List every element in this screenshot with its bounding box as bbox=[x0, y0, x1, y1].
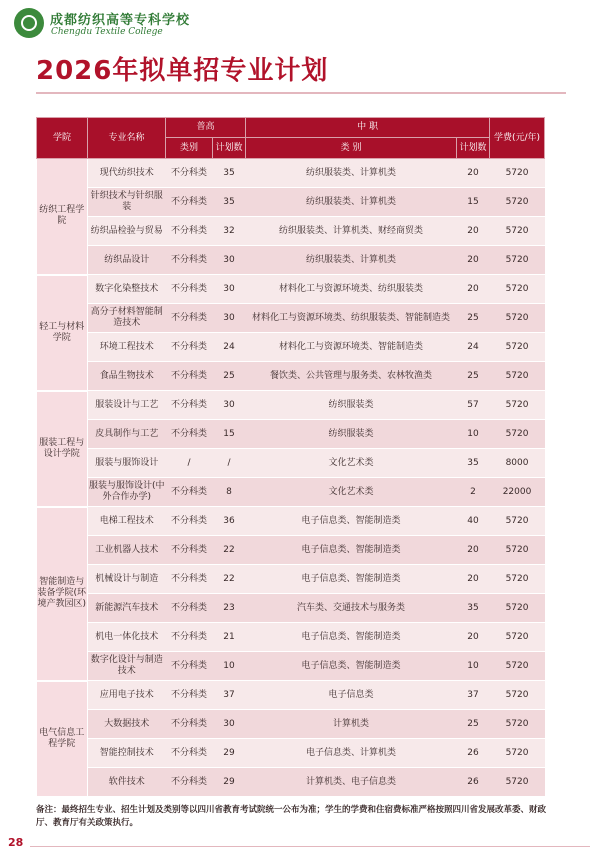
fee-cell: 5720 bbox=[490, 362, 545, 391]
header-general-plan: 计划数 bbox=[213, 138, 246, 159]
vocational-category-cell: 计算机类 bbox=[246, 710, 457, 739]
general-category-cell: 不分科类 bbox=[166, 681, 213, 710]
general-category-cell: / bbox=[166, 449, 213, 478]
major-cell: 数字化设计与制造技术 bbox=[88, 652, 166, 681]
vocational-plan-cell: 10 bbox=[457, 652, 490, 681]
header-vocational: 中 职 bbox=[246, 118, 490, 138]
fee-cell: 5720 bbox=[490, 536, 545, 565]
vocational-plan-cell: 26 bbox=[457, 768, 490, 797]
footnote: 备注：最终招生专业、招生计划及类别等以四川省教育考试院统一公布为准；学生的学费和住宿费标准严格按照四川省发展改革委、财政厅、教育厅有关政策执行。 bbox=[36, 805, 547, 828]
vocational-plan-cell: 20 bbox=[457, 159, 490, 188]
page-number: 28 bbox=[8, 836, 24, 849]
vocational-plan-cell: 35 bbox=[457, 594, 490, 623]
header-college: 学院 bbox=[37, 118, 88, 159]
header-vocational-plan: 计划数 bbox=[457, 138, 490, 159]
general-plan-cell: 15 bbox=[213, 420, 246, 449]
general-category-cell: 不分科类 bbox=[166, 217, 213, 246]
vocational-plan-cell: 35 bbox=[457, 449, 490, 478]
vocational-category-cell: 纺织服装类、计算机类 bbox=[246, 188, 457, 217]
general-plan-cell: 8 bbox=[213, 478, 246, 507]
general-category-cell: 不分科类 bbox=[166, 739, 213, 768]
table-row bbox=[37, 159, 545, 188]
vocational-category-cell: 纺织服装类 bbox=[246, 391, 457, 420]
general-category-cell: 不分科类 bbox=[166, 565, 213, 594]
vocational-plan-cell: 2 bbox=[457, 478, 490, 507]
vocational-plan-cell: 20 bbox=[457, 623, 490, 652]
vocational-category-cell: 计算机类、电子信息类 bbox=[246, 768, 457, 797]
fee-cell: 5720 bbox=[490, 275, 545, 304]
table-row bbox=[37, 768, 545, 797]
vocational-plan-cell: 37 bbox=[457, 681, 490, 710]
college-cell: 纺织工程学院 bbox=[37, 159, 88, 275]
table-row bbox=[37, 594, 545, 623]
fee-cell: 5720 bbox=[490, 768, 545, 797]
college-cell: 轻工与材料学院 bbox=[37, 275, 88, 391]
school-name-cn: 成都纺织高等专科学校 bbox=[50, 13, 191, 28]
general-category-cell: 不分科类 bbox=[166, 246, 213, 275]
general-plan-cell: 36 bbox=[213, 507, 246, 536]
major-cell: 针织技术与针织服装 bbox=[88, 188, 166, 217]
table-body bbox=[37, 159, 545, 797]
table-row bbox=[37, 507, 545, 536]
major-cell: 纺织品设计 bbox=[88, 246, 166, 275]
general-plan-cell: 23 bbox=[213, 594, 246, 623]
vocational-category-cell: 电子信息类、智能制造类 bbox=[246, 623, 457, 652]
footer-divider bbox=[30, 846, 590, 847]
general-plan-cell: 29 bbox=[213, 768, 246, 797]
major-cell: 大数据技术 bbox=[88, 710, 166, 739]
vocational-plan-cell: 20 bbox=[457, 246, 490, 275]
page-header bbox=[14, 6, 594, 44]
major-cell: 环境工程技术 bbox=[88, 333, 166, 362]
table-row bbox=[37, 246, 545, 275]
general-category-cell: 不分科类 bbox=[166, 188, 213, 217]
general-plan-cell: 30 bbox=[213, 304, 246, 333]
fee-cell: 5720 bbox=[490, 217, 545, 246]
vocational-plan-cell: 25 bbox=[457, 362, 490, 391]
general-category-cell: 不分科类 bbox=[166, 710, 213, 739]
general-plan-cell: 30 bbox=[213, 391, 246, 420]
vocational-category-cell: 材料化工与资源环境类、纺织服装类 bbox=[246, 275, 457, 304]
fee-cell: 5720 bbox=[490, 391, 545, 420]
major-cell: 机械设计与制造 bbox=[88, 565, 166, 594]
header-major: 专业名称 bbox=[88, 118, 166, 159]
vocational-category-cell: 电子信息类、计算机类 bbox=[246, 739, 457, 768]
table-row bbox=[37, 333, 545, 362]
fee-cell: 5720 bbox=[490, 507, 545, 536]
college-cell: 电气信息工程学院 bbox=[37, 681, 88, 797]
fee-cell: 5720 bbox=[490, 710, 545, 739]
general-category-cell: 不分科类 bbox=[166, 362, 213, 391]
major-cell: 软件技术 bbox=[88, 768, 166, 797]
general-plan-cell: 22 bbox=[213, 536, 246, 565]
college-cell: 智能制造与装备学院(环境产教园区) bbox=[37, 507, 88, 681]
fee-cell: 5720 bbox=[490, 623, 545, 652]
major-cell: 应用电子技术 bbox=[88, 681, 166, 710]
general-category-cell: 不分科类 bbox=[166, 304, 213, 333]
general-plan-cell: 30 bbox=[213, 275, 246, 304]
vocational-category-cell: 餐饮类、公共管理与服务类、农林牧渔类 bbox=[246, 362, 457, 391]
vocational-plan-cell: 25 bbox=[457, 710, 490, 739]
major-cell: 电梯工程技术 bbox=[88, 507, 166, 536]
general-plan-cell: 25 bbox=[213, 362, 246, 391]
header-general: 普高 bbox=[166, 118, 246, 138]
fee-cell: 5720 bbox=[490, 652, 545, 681]
major-cell: 高分子材料智能制造技术 bbox=[88, 304, 166, 333]
page-title: 2026年拟单招专业计划 bbox=[36, 56, 329, 86]
vocational-category-cell: 电子信息类、智能制造类 bbox=[246, 565, 457, 594]
fee-cell: 5720 bbox=[490, 681, 545, 710]
general-plan-cell: 22 bbox=[213, 565, 246, 594]
table-row bbox=[37, 681, 545, 710]
table-row bbox=[37, 652, 545, 681]
general-category-cell: 不分科类 bbox=[166, 275, 213, 304]
major-cell: 智能控制技术 bbox=[88, 739, 166, 768]
general-category-cell: 不分科类 bbox=[166, 652, 213, 681]
vocational-category-cell: 电子信息类、智能制造类 bbox=[246, 536, 457, 565]
fee-cell: 8000 bbox=[490, 449, 545, 478]
title-divider bbox=[36, 92, 566, 94]
fee-cell: 5720 bbox=[490, 246, 545, 275]
header-fee: 学费(元/年) bbox=[490, 118, 545, 159]
vocational-plan-cell: 15 bbox=[457, 188, 490, 217]
general-category-cell: 不分科类 bbox=[166, 768, 213, 797]
major-cell: 服装与服饰设计 bbox=[88, 449, 166, 478]
table-row bbox=[37, 449, 545, 478]
general-category-cell: 不分科类 bbox=[166, 391, 213, 420]
general-plan-cell: 35 bbox=[213, 188, 246, 217]
general-plan-cell: / bbox=[213, 449, 246, 478]
vocational-category-cell: 纺织服装类、计算机类 bbox=[246, 159, 457, 188]
vocational-plan-cell: 20 bbox=[457, 565, 490, 594]
table-row bbox=[37, 536, 545, 565]
table-row bbox=[37, 275, 545, 304]
fee-cell: 5720 bbox=[490, 159, 545, 188]
major-cell: 工业机器人技术 bbox=[88, 536, 166, 565]
general-plan-cell: 24 bbox=[213, 333, 246, 362]
general-category-cell: 不分科类 bbox=[166, 478, 213, 507]
fee-cell: 5720 bbox=[490, 188, 545, 217]
table-row bbox=[37, 565, 545, 594]
vocational-category-cell: 纺织服装类、计算机类、财经商贸类 bbox=[246, 217, 457, 246]
vocational-category-cell: 汽车类、交通技术与服务类 bbox=[246, 594, 457, 623]
table-row bbox=[37, 362, 545, 391]
vocational-category-cell: 文化艺术类 bbox=[246, 478, 457, 507]
general-category-cell: 不分科类 bbox=[166, 507, 213, 536]
vocational-plan-cell: 20 bbox=[457, 536, 490, 565]
major-cell: 现代纺织技术 bbox=[88, 159, 166, 188]
table-row bbox=[37, 391, 545, 420]
vocational-plan-cell: 20 bbox=[457, 275, 490, 304]
vocational-plan-cell: 57 bbox=[457, 391, 490, 420]
vocational-category-cell: 电子信息类、智能制造类 bbox=[246, 507, 457, 536]
table-row bbox=[37, 304, 545, 333]
major-cell: 皮具制作与工艺 bbox=[88, 420, 166, 449]
general-plan-cell: 21 bbox=[213, 623, 246, 652]
table-row bbox=[37, 478, 545, 507]
vocational-plan-cell: 10 bbox=[457, 420, 490, 449]
general-category-cell: 不分科类 bbox=[166, 420, 213, 449]
general-category-cell: 不分科类 bbox=[166, 333, 213, 362]
general-plan-cell: 30 bbox=[213, 246, 246, 275]
fee-cell: 5720 bbox=[490, 594, 545, 623]
fee-cell: 5720 bbox=[490, 333, 545, 362]
vocational-category-cell: 电子信息类、智能制造类 bbox=[246, 652, 457, 681]
fee-cell: 5720 bbox=[490, 420, 545, 449]
vocational-category-cell: 电子信息类 bbox=[246, 681, 457, 710]
general-category-cell: 不分科类 bbox=[166, 536, 213, 565]
major-cell: 服装与服饰设计(中外合作办学) bbox=[88, 478, 166, 507]
vocational-plan-cell: 20 bbox=[457, 217, 490, 246]
header-vocational-category: 类 别 bbox=[246, 138, 457, 159]
vocational-plan-cell: 40 bbox=[457, 507, 490, 536]
major-cell: 机电一体化技术 bbox=[88, 623, 166, 652]
header-general-category: 类别 bbox=[166, 138, 213, 159]
major-cell: 服装设计与工艺 bbox=[88, 391, 166, 420]
table-row bbox=[37, 188, 545, 217]
general-plan-cell: 10 bbox=[213, 652, 246, 681]
enrollment-plan-table bbox=[36, 117, 545, 798]
vocational-category-cell: 材料化工与资源环境类、智能制造类 bbox=[246, 333, 457, 362]
vocational-plan-cell: 25 bbox=[457, 304, 490, 333]
major-cell: 数字化染整技术 bbox=[88, 275, 166, 304]
major-cell: 纺织品检验与贸易 bbox=[88, 217, 166, 246]
vocational-category-cell: 纺织服装类、计算机类 bbox=[246, 246, 457, 275]
table-row bbox=[37, 710, 545, 739]
table-row bbox=[37, 739, 545, 768]
general-plan-cell: 30 bbox=[213, 710, 246, 739]
general-plan-cell: 29 bbox=[213, 739, 246, 768]
major-cell: 新能源汽车技术 bbox=[88, 594, 166, 623]
vocational-category-cell: 材料化工与资源环境类、纺织服装类、智能制造类 bbox=[246, 304, 457, 333]
fee-cell: 5720 bbox=[490, 565, 545, 594]
table-row bbox=[37, 217, 545, 246]
college-cell: 服装工程与设计学院 bbox=[37, 391, 88, 507]
vocational-plan-cell: 26 bbox=[457, 739, 490, 768]
vocational-category-cell: 文化艺术类 bbox=[246, 449, 457, 478]
fee-cell: 22000 bbox=[490, 478, 545, 507]
major-cell: 食品生物技术 bbox=[88, 362, 166, 391]
general-category-cell: 不分科类 bbox=[166, 594, 213, 623]
school-name-en: Chengdu Textile College bbox=[51, 27, 163, 37]
general-category-cell: 不分科类 bbox=[166, 159, 213, 188]
table-row bbox=[37, 623, 545, 652]
table-row bbox=[37, 420, 545, 449]
fee-cell: 5720 bbox=[490, 739, 545, 768]
general-plan-cell: 37 bbox=[213, 681, 246, 710]
general-plan-cell: 32 bbox=[213, 217, 246, 246]
vocational-category-cell: 纺织服装类 bbox=[246, 420, 457, 449]
general-plan-cell: 35 bbox=[213, 159, 246, 188]
school-logo-icon bbox=[14, 8, 44, 38]
general-category-cell: 不分科类 bbox=[166, 623, 213, 652]
vocational-plan-cell: 24 bbox=[457, 333, 490, 362]
fee-cell: 5720 bbox=[490, 304, 545, 333]
